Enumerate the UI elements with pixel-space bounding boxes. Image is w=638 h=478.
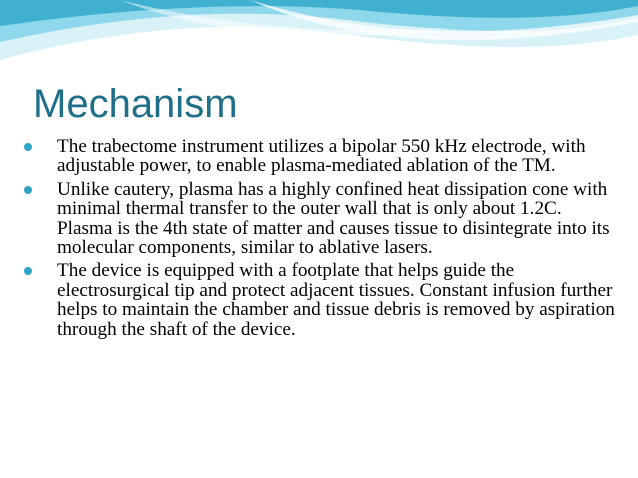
bullet-item <box>20 180 620 258</box>
bullet-icon <box>24 267 32 275</box>
bullet-icon <box>24 186 32 194</box>
bullet-item <box>20 261 620 339</box>
header-wave-decoration <box>0 0 638 90</box>
bullet-text: Unlike cautery, plasma has a highly confined heat dissipation cone with minimal thermal transfer to the outer wall that is only about 1.2C. Plasma is the 4th state of matter and causes tissue to disintegrate into its molecular components, similar to ablative lasers. <box>57 178 610 259</box>
bullet-list <box>20 137 620 343</box>
bullet-text: The device is equipped with a footplate that helps guide the electrosurgical tip and protect adjacent tissues. Constant infusion further helps to maintain the chamber and tissue debris is removed by aspiration through the shaft of the device. <box>57 260 615 340</box>
slide-title: Mechanism <box>33 82 238 126</box>
bullet-text: The trabectome instrument utilizes a bipolar 550 kHz electrode, with adjustable power, to enable plasma-mediated ablation of the TM. <box>57 136 586 177</box>
bullet-item <box>20 137 620 176</box>
bullet-icon <box>24 143 32 151</box>
